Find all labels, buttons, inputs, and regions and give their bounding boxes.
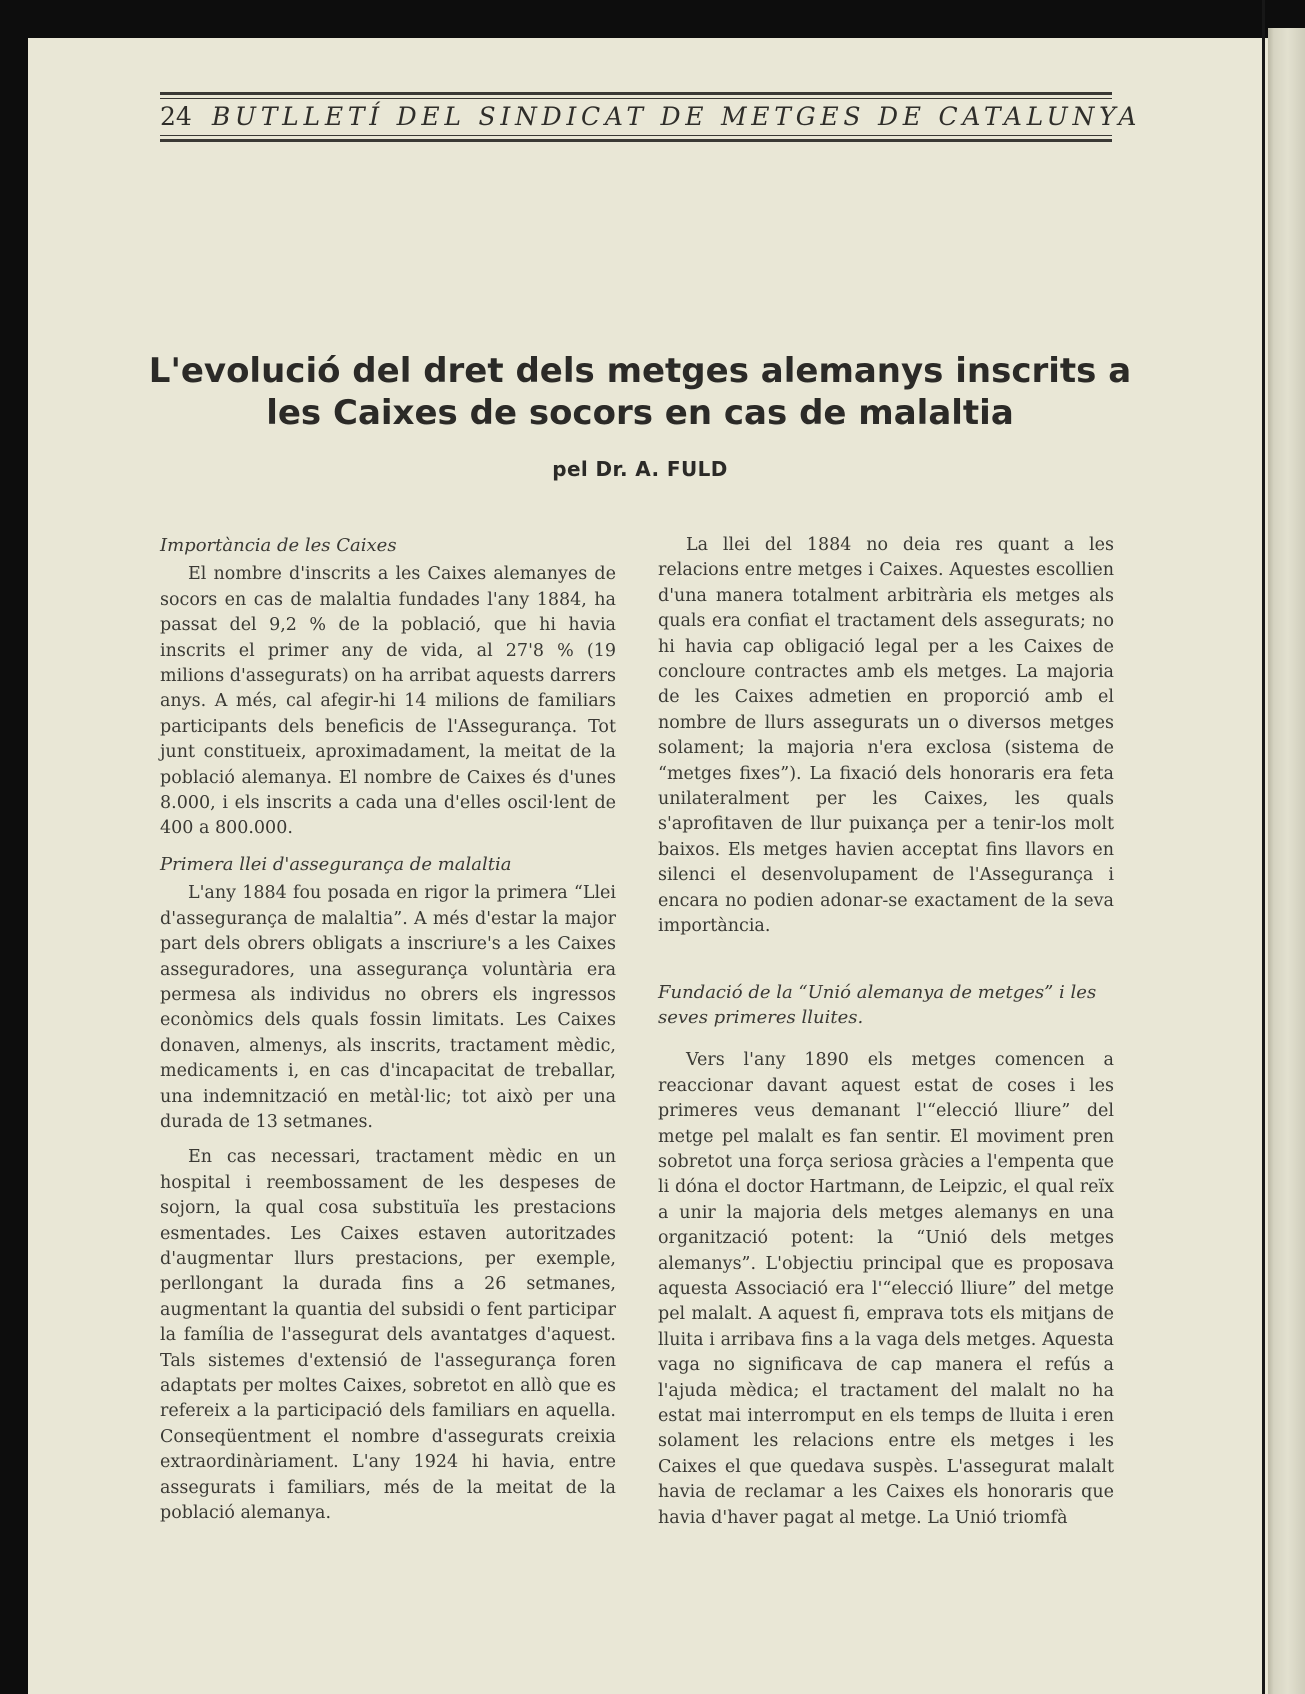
section-heading: Fundació de la “Unió alemanya de metges” i les seves primeres lluites. bbox=[658, 981, 1097, 1028]
paragraph: Vers l'any 1890 els metges comencen a reaccionar davant aquest estat de coses i les primeres veus demanant l'“elecció lliure” del metge pel malalt es fan sentir. El moviment pren sobretot una força seriosa gràcies a l'empenta que li dóna el doctor Hartmann, de Leipzic, el qual reïx a unir la majoria dels metges alemanys en una organització potent: la “Unió dels metges alemanys”. L'objectiu principal que es proposava aquesta Associació era l'“elecció lliure” del metge pel malalt. A aquest fi, emprava tots els mitjans de lluita i arribava fins a la vaga dels metges. Aquesta vaga no significava de cap manera el refús a l'ajuda mèdica; el tractament del malalt no ha estat mai interromput en els temps de lluita i eren solament les relacions entre els metges i les Caixes el que quedava suspès. L'assegurat malalt havia de reclamar a les Caixes els honoraris que havia d'haver pagat al metge. La Unió triomfà bbox=[658, 1050, 1114, 1528]
header-rule-top bbox=[160, 92, 1112, 95]
left-column bbox=[160, 533, 616, 1536]
paragraph: La llei del 1884 no deia res quant a les relacions entre metges i Caixes. Aquestes escollien d'una manera totalment arbitrària els metges als quals era confiat el tractament dels assegurats; no hi havia cap obligació legal per a les Caixes de concloure contractes amb els metges. La majoria de les Caixes admetien en proporció amb el nombre de llurs assegurats un o diversos metges solament; la majoria n'era exclosa (sistema de “metges fixes”). La fixació dels honoraris era feta unilateralment per les Caixes, les quals s'aprofitaven de llur puixança per a tenir-los molt baixos. Els metges havien acceptat fins llavors en silenci el desenvolupament de l'Assegurança i encara no podien adonar-se exactament de la seva importància. bbox=[658, 535, 1114, 937]
paragraph: L'any 1884 fou posada en rigor la primera “Llei d'assegurança de malaltia”. A més d'estar la major part dels obrers obligats a inscriure's a les Caixes asseguradores, una assegurança voluntària era permesa als individus no obrers els ingressos econòmics dels quals fossin limitats. Les Caixes donaven, almenys, als inscrits, tractament mèdic, medicaments i, en cas d'incapacitat de treballar, una indemnització en metàl·lic; tot això per una durada de 13 setmanes. bbox=[160, 883, 616, 1132]
header-line bbox=[160, 99, 1142, 135]
right-column bbox=[658, 533, 1114, 1541]
section-heading: Primera llei d'assegurança de malaltia bbox=[160, 853, 512, 875]
paragraph: El nombre d'inscrits a les Caixes alemanyes de socors en cas de malaltia fundades l'any 1884, ha passat del 9,2 % de la població, que hi havia inscrits el primer any de vida, al 27'8 % (19 milions d'assegurats) on ha arribat aquests darrers anys. A més, cal afegir-hi 14 milions de familiars participants dels beneficis de l'Assegurança. Tot junt constitueix, aproximadament, la meitat de la població alemanya. El nombre de Caixes és d'unes 8.000, i els inscrits a cada una d'elles oscil·lent de 400 a 800.000. bbox=[160, 564, 616, 839]
next-page-edge bbox=[1268, 28, 1305, 1694]
header-rule-bottom bbox=[160, 139, 1112, 142]
header-rule-bottom-thin bbox=[160, 135, 1112, 136]
section-heading: Importància de les Caixes bbox=[160, 535, 397, 556]
binding-shadow bbox=[1262, 0, 1265, 1694]
journal-title: BUTLLETÍ DEL SINDICAT DE METGES DE CATALUNYA bbox=[211, 102, 1142, 131]
running-header bbox=[160, 92, 1142, 142]
paragraph: En cas necessari, tractament mèdic en un hospital i reembossament de les despeses de sojorn, la qual cosa substituïa les prestacions esmentades. Les Caixes estaven autoritzades d'augmentar llurs prestacions, per exemple, perllongant la durada fins a 26 setmanes, augmentant la quantia del subsidi o fent participar la família de l'assegurat dels avantatges d'aquest. Tals sistemes d'extensió de l'assegurança foren adaptats per moltes Caixes, sobretot en allò que es refereix a la participació dels familiars en aquella. Conseqüentment el nombre d'assegurats creixia extraordinàriament. L'any 1924 hi havia, entre assegurats i familiars, més de la meitat de la població alemanya. bbox=[160, 1147, 616, 1524]
article-title: L'evolució del dret dels metges alemanys inscrits a les Caixes de socors en cas de malaltia bbox=[148, 351, 1132, 433]
heading-spacer bbox=[658, 1034, 1114, 1048]
page-number: 24 bbox=[160, 102, 192, 131]
article-author: pel Dr. A. FULD bbox=[552, 457, 728, 481]
section-spacer bbox=[658, 950, 1114, 980]
